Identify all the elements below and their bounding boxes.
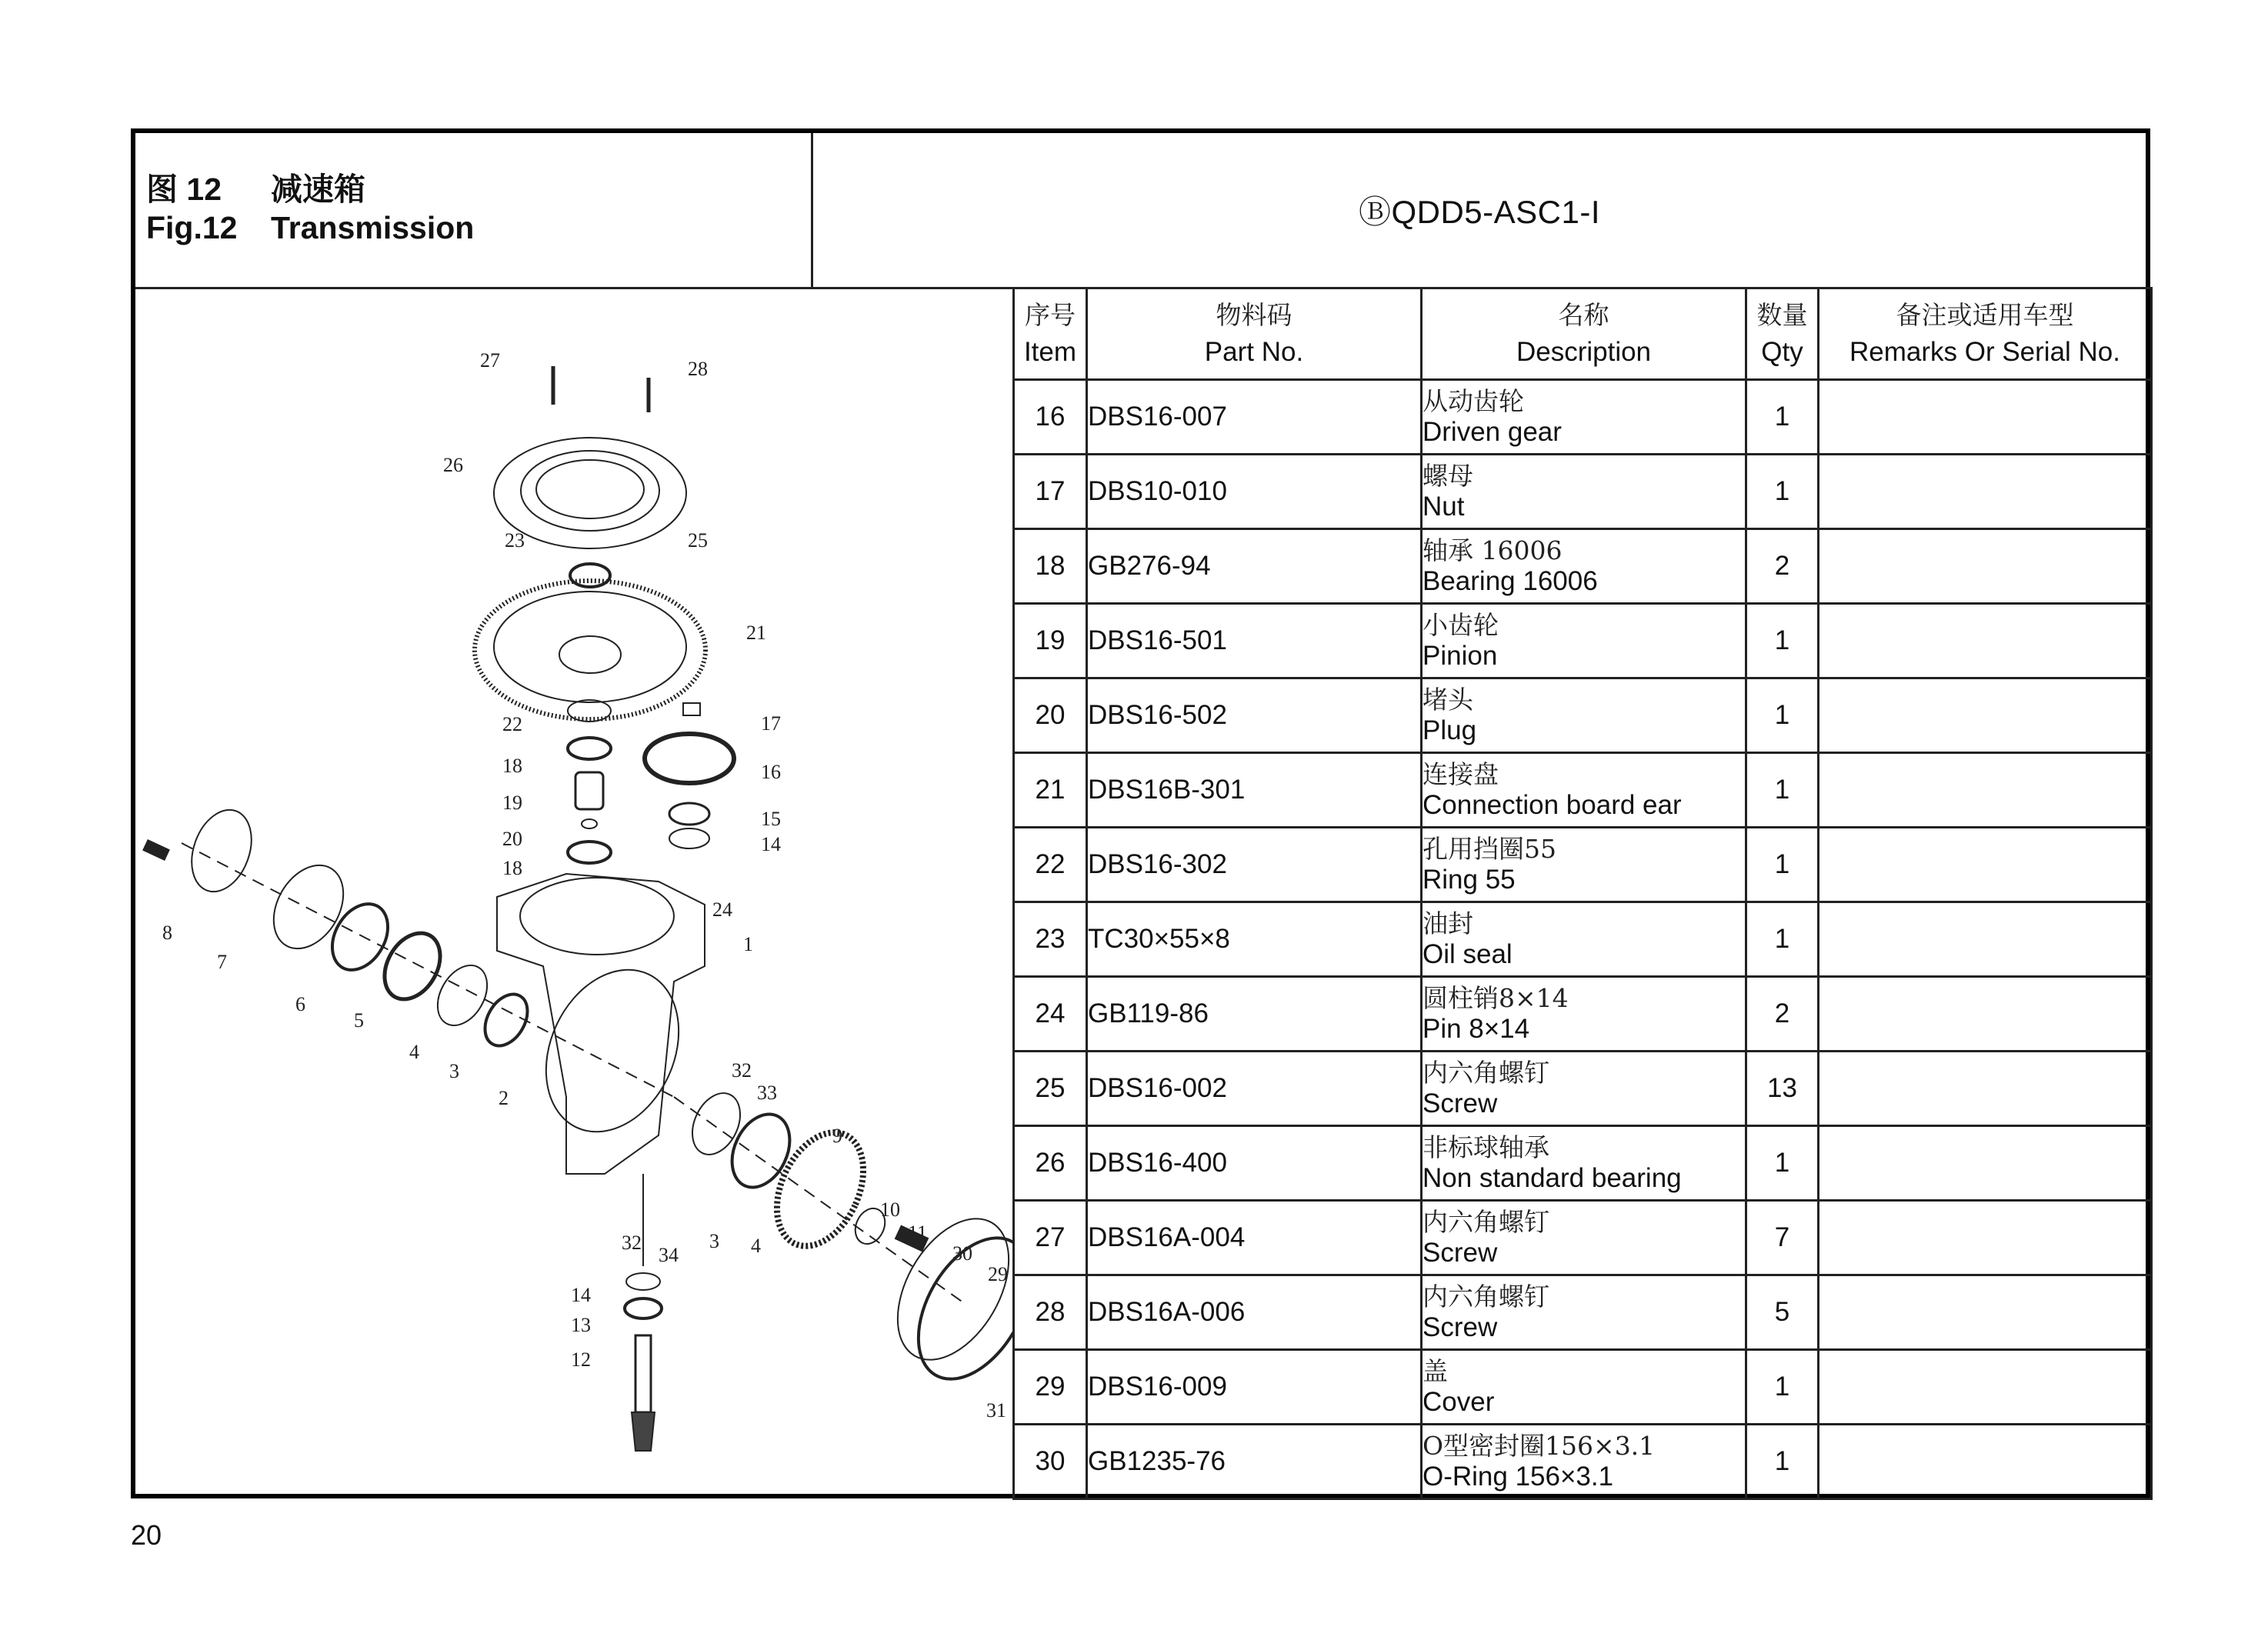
description [1422, 828, 1746, 902]
description-cn: 非标球轴承 [1423, 1132, 1549, 1162]
part-number: DBS10-010 [1087, 455, 1422, 529]
page-number: 20 [131, 1519, 162, 1551]
table-row [1014, 753, 2152, 828]
description-cn: 从动齿轮 [1423, 386, 1524, 416]
item-number: 26 [1014, 1126, 1087, 1201]
table-row [1014, 529, 2152, 604]
description [1422, 753, 1746, 828]
svg-text:14: 14 [761, 833, 781, 855]
svg-text:7: 7 [217, 951, 227, 973]
item-number: 16 [1014, 380, 1087, 455]
part-number: DBS16-002 [1087, 1052, 1422, 1126]
svg-text:4: 4 [751, 1235, 761, 1257]
remarks [1819, 678, 2152, 753]
description-en: Driven gear [1423, 417, 1562, 447]
description-cn: O型密封圈156×3.1 [1423, 1431, 1656, 1461]
description-en: Screw [1423, 1238, 1498, 1268]
table-row [1014, 902, 2152, 977]
description-en: Screw [1423, 1312, 1498, 1342]
svg-text:1: 1 [743, 933, 753, 955]
item-number: 17 [1014, 455, 1087, 529]
description [1422, 380, 1746, 455]
remarks [1819, 1201, 2152, 1275]
description-en: Cover [1423, 1387, 1495, 1417]
description-cn: 小齿轮 [1423, 610, 1499, 640]
description-en: O-Ring 156×3.1 [1423, 1462, 1614, 1492]
description-en: Plug [1423, 715, 1477, 745]
svg-text:24: 24 [712, 898, 732, 921]
quantity: 1 [1746, 455, 1819, 529]
remarks [1819, 380, 2152, 455]
remarks [1819, 902, 2152, 977]
description-cn: 内六角螺钉 [1423, 1207, 1549, 1237]
quantity: 1 [1746, 828, 1819, 902]
svg-text:20: 20 [502, 828, 522, 850]
svg-text:32: 32 [622, 1232, 642, 1254]
description [1422, 977, 1746, 1052]
remarks [1819, 604, 2152, 678]
col-header-qty: 数量 Qty [1746, 288, 1819, 380]
remarks [1819, 828, 2152, 902]
description [1422, 1126, 1746, 1201]
description-cn: 圆柱销8×14 [1423, 983, 1569, 1013]
svg-text:33: 33 [757, 1082, 777, 1104]
item-number: 24 [1014, 977, 1087, 1052]
quantity: 5 [1746, 1275, 1819, 1350]
table-header-row [1014, 288, 2152, 380]
figure-name-en: Transmission [271, 210, 475, 245]
svg-text:14: 14 [571, 1284, 591, 1306]
table-row [1014, 1126, 2152, 1201]
svg-text:29: 29 [988, 1263, 1008, 1285]
svg-text:27: 27 [480, 349, 500, 372]
quantity: 1 [1746, 380, 1819, 455]
description [1422, 678, 1746, 753]
svg-text:5: 5 [354, 1009, 364, 1032]
description-en: Connection board ear [1423, 790, 1682, 820]
figure-title-cn [146, 164, 365, 209]
description-cn: 堵头 [1423, 685, 1473, 715]
svg-text:34: 34 [659, 1244, 679, 1266]
item-number: 21 [1014, 753, 1087, 828]
description [1422, 1425, 1746, 1499]
svg-text:15: 15 [761, 808, 781, 830]
quantity: 1 [1746, 1126, 1819, 1201]
svg-text:4: 4 [409, 1041, 419, 1063]
part-number: DBS16-302 [1087, 828, 1422, 902]
remarks [1819, 753, 2152, 828]
svg-text:3: 3 [709, 1230, 719, 1252]
item-number: 27 [1014, 1201, 1087, 1275]
quantity: 1 [1746, 1425, 1819, 1499]
svg-text:19: 19 [502, 792, 522, 814]
table-row [1014, 977, 2152, 1052]
svg-text:13: 13 [571, 1314, 591, 1336]
part-number: GB1235-76 [1087, 1425, 1422, 1499]
description [1422, 1201, 1746, 1275]
part-number: DBS16-501 [1087, 604, 1422, 678]
model-code: ⒷQDD5-ASC1-I [1358, 194, 1601, 230]
svg-text:8: 8 [162, 922, 172, 944]
remarks [1819, 1350, 2152, 1425]
part-number: DBS16-007 [1087, 380, 1422, 455]
item-number: 23 [1014, 902, 1087, 977]
item-number: 20 [1014, 678, 1087, 753]
svg-text:30: 30 [952, 1242, 972, 1265]
figure-name-cn: 减速箱 [271, 172, 365, 207]
description-cn: 螺母 [1423, 461, 1473, 491]
part-number: GB119-86 [1087, 977, 1422, 1052]
svg-text:17: 17 [761, 712, 781, 735]
remarks [1819, 1425, 2152, 1499]
exploded-view-diagram [135, 289, 1012, 1494]
item-number: 22 [1014, 828, 1087, 902]
item-number: 30 [1014, 1425, 1087, 1499]
quantity: 7 [1746, 1201, 1819, 1275]
description-cn: 孔用挡圈55 [1423, 834, 1556, 864]
item-number: 25 [1014, 1052, 1087, 1126]
svg-text:2: 2 [499, 1087, 509, 1109]
col-header-description: 名称 Description [1422, 288, 1746, 380]
table-row [1014, 1350, 2152, 1425]
table-row [1014, 1425, 2152, 1499]
remarks [1819, 977, 2152, 1052]
item-number: 29 [1014, 1350, 1087, 1425]
part-number: DBS16-009 [1087, 1350, 1422, 1425]
description-cn: 内六角螺钉 [1423, 1058, 1549, 1088]
quantity: 1 [1746, 753, 1819, 828]
description-cn: 盖 [1423, 1356, 1448, 1386]
description-en: Ring 55 [1423, 865, 1516, 895]
svg-text:26: 26 [443, 454, 463, 476]
svg-text:9: 9 [832, 1125, 842, 1147]
part-number: DBS16-400 [1087, 1126, 1422, 1201]
col-header-item: 序号 Item [1014, 288, 1087, 380]
figure-label-cn: 图 12 [146, 172, 222, 207]
table-row [1014, 678, 2152, 753]
part-number: DBS16A-006 [1087, 1275, 1422, 1350]
quantity: 1 [1746, 678, 1819, 753]
svg-text:25: 25 [688, 529, 708, 552]
remarks [1819, 1052, 2152, 1126]
quantity: 13 [1746, 1052, 1819, 1126]
svg-text:11: 11 [908, 1222, 928, 1244]
description-en: Nut [1423, 492, 1465, 522]
col-header-remarks: 备注或适用车型 Remarks Or Serial No. [1819, 288, 2152, 380]
svg-text:32: 32 [732, 1059, 752, 1082]
table-row [1014, 828, 2152, 902]
quantity: 1 [1746, 1350, 1819, 1425]
svg-text:3: 3 [449, 1060, 459, 1082]
item-number: 18 [1014, 529, 1087, 604]
part-number: DBS16-502 [1087, 678, 1422, 753]
description-en: Screw [1423, 1088, 1498, 1118]
description [1422, 1275, 1746, 1350]
figure-title-en [146, 210, 474, 246]
quantity: 2 [1746, 529, 1819, 604]
table-row [1014, 1275, 2152, 1350]
description-en: Pin 8×14 [1423, 1014, 1530, 1044]
svg-text:22: 22 [502, 713, 522, 735]
svg-text:23: 23 [505, 529, 525, 552]
svg-text:21: 21 [746, 622, 766, 644]
description-en: Non standard bearing [1423, 1163, 1682, 1193]
part-number: TC30×55×8 [1087, 902, 1422, 977]
description [1422, 455, 1746, 529]
part-number: DBS16A-004 [1087, 1201, 1422, 1275]
description-en: Bearing 16006 [1423, 566, 1598, 596]
quantity: 1 [1746, 902, 1819, 977]
transmission-exploded-drawing [135, 289, 1012, 1494]
table-row [1014, 380, 2152, 455]
svg-text:18: 18 [502, 857, 522, 879]
table-row [1014, 455, 2152, 529]
svg-text:18: 18 [502, 755, 522, 777]
svg-text:28: 28 [688, 358, 708, 380]
col-header-part-no: 物料码 Part No. [1087, 288, 1422, 380]
svg-text:16: 16 [761, 761, 781, 783]
remarks [1819, 529, 2152, 604]
description [1422, 902, 1746, 977]
table-row [1014, 1052, 2152, 1126]
description [1422, 1052, 1746, 1126]
description [1422, 529, 1746, 604]
part-number: GB276-94 [1087, 529, 1422, 604]
description [1422, 604, 1746, 678]
model-code-cell [813, 133, 2146, 289]
quantity: 2 [1746, 977, 1819, 1052]
description-en: Oil seal [1423, 939, 1513, 969]
remarks [1819, 1126, 2152, 1201]
figure-title-cell [135, 133, 813, 289]
remarks [1819, 1275, 2152, 1350]
parts-table [1012, 287, 2153, 1500]
figure-label-en: Fig.12 [146, 210, 238, 245]
svg-text:12: 12 [571, 1348, 591, 1371]
description-cn: 连接盘 [1423, 759, 1499, 789]
table-row [1014, 604, 2152, 678]
quantity: 1 [1746, 604, 1819, 678]
item-number: 28 [1014, 1275, 1087, 1350]
item-number: 19 [1014, 604, 1087, 678]
remarks [1819, 455, 2152, 529]
svg-text:31: 31 [986, 1399, 1006, 1422]
description-cn: 内六角螺钉 [1423, 1282, 1549, 1312]
svg-text:10: 10 [880, 1198, 900, 1221]
description [1422, 1350, 1746, 1425]
part-number: DBS16B-301 [1087, 753, 1422, 828]
figure-frame [131, 128, 2150, 1498]
description-en: Pinion [1423, 641, 1498, 671]
svg-text:6: 6 [295, 993, 305, 1015]
table-row [1014, 1201, 2152, 1275]
description-cn: 油封 [1423, 908, 1473, 938]
description-cn: 轴承 16006 [1423, 535, 1563, 565]
